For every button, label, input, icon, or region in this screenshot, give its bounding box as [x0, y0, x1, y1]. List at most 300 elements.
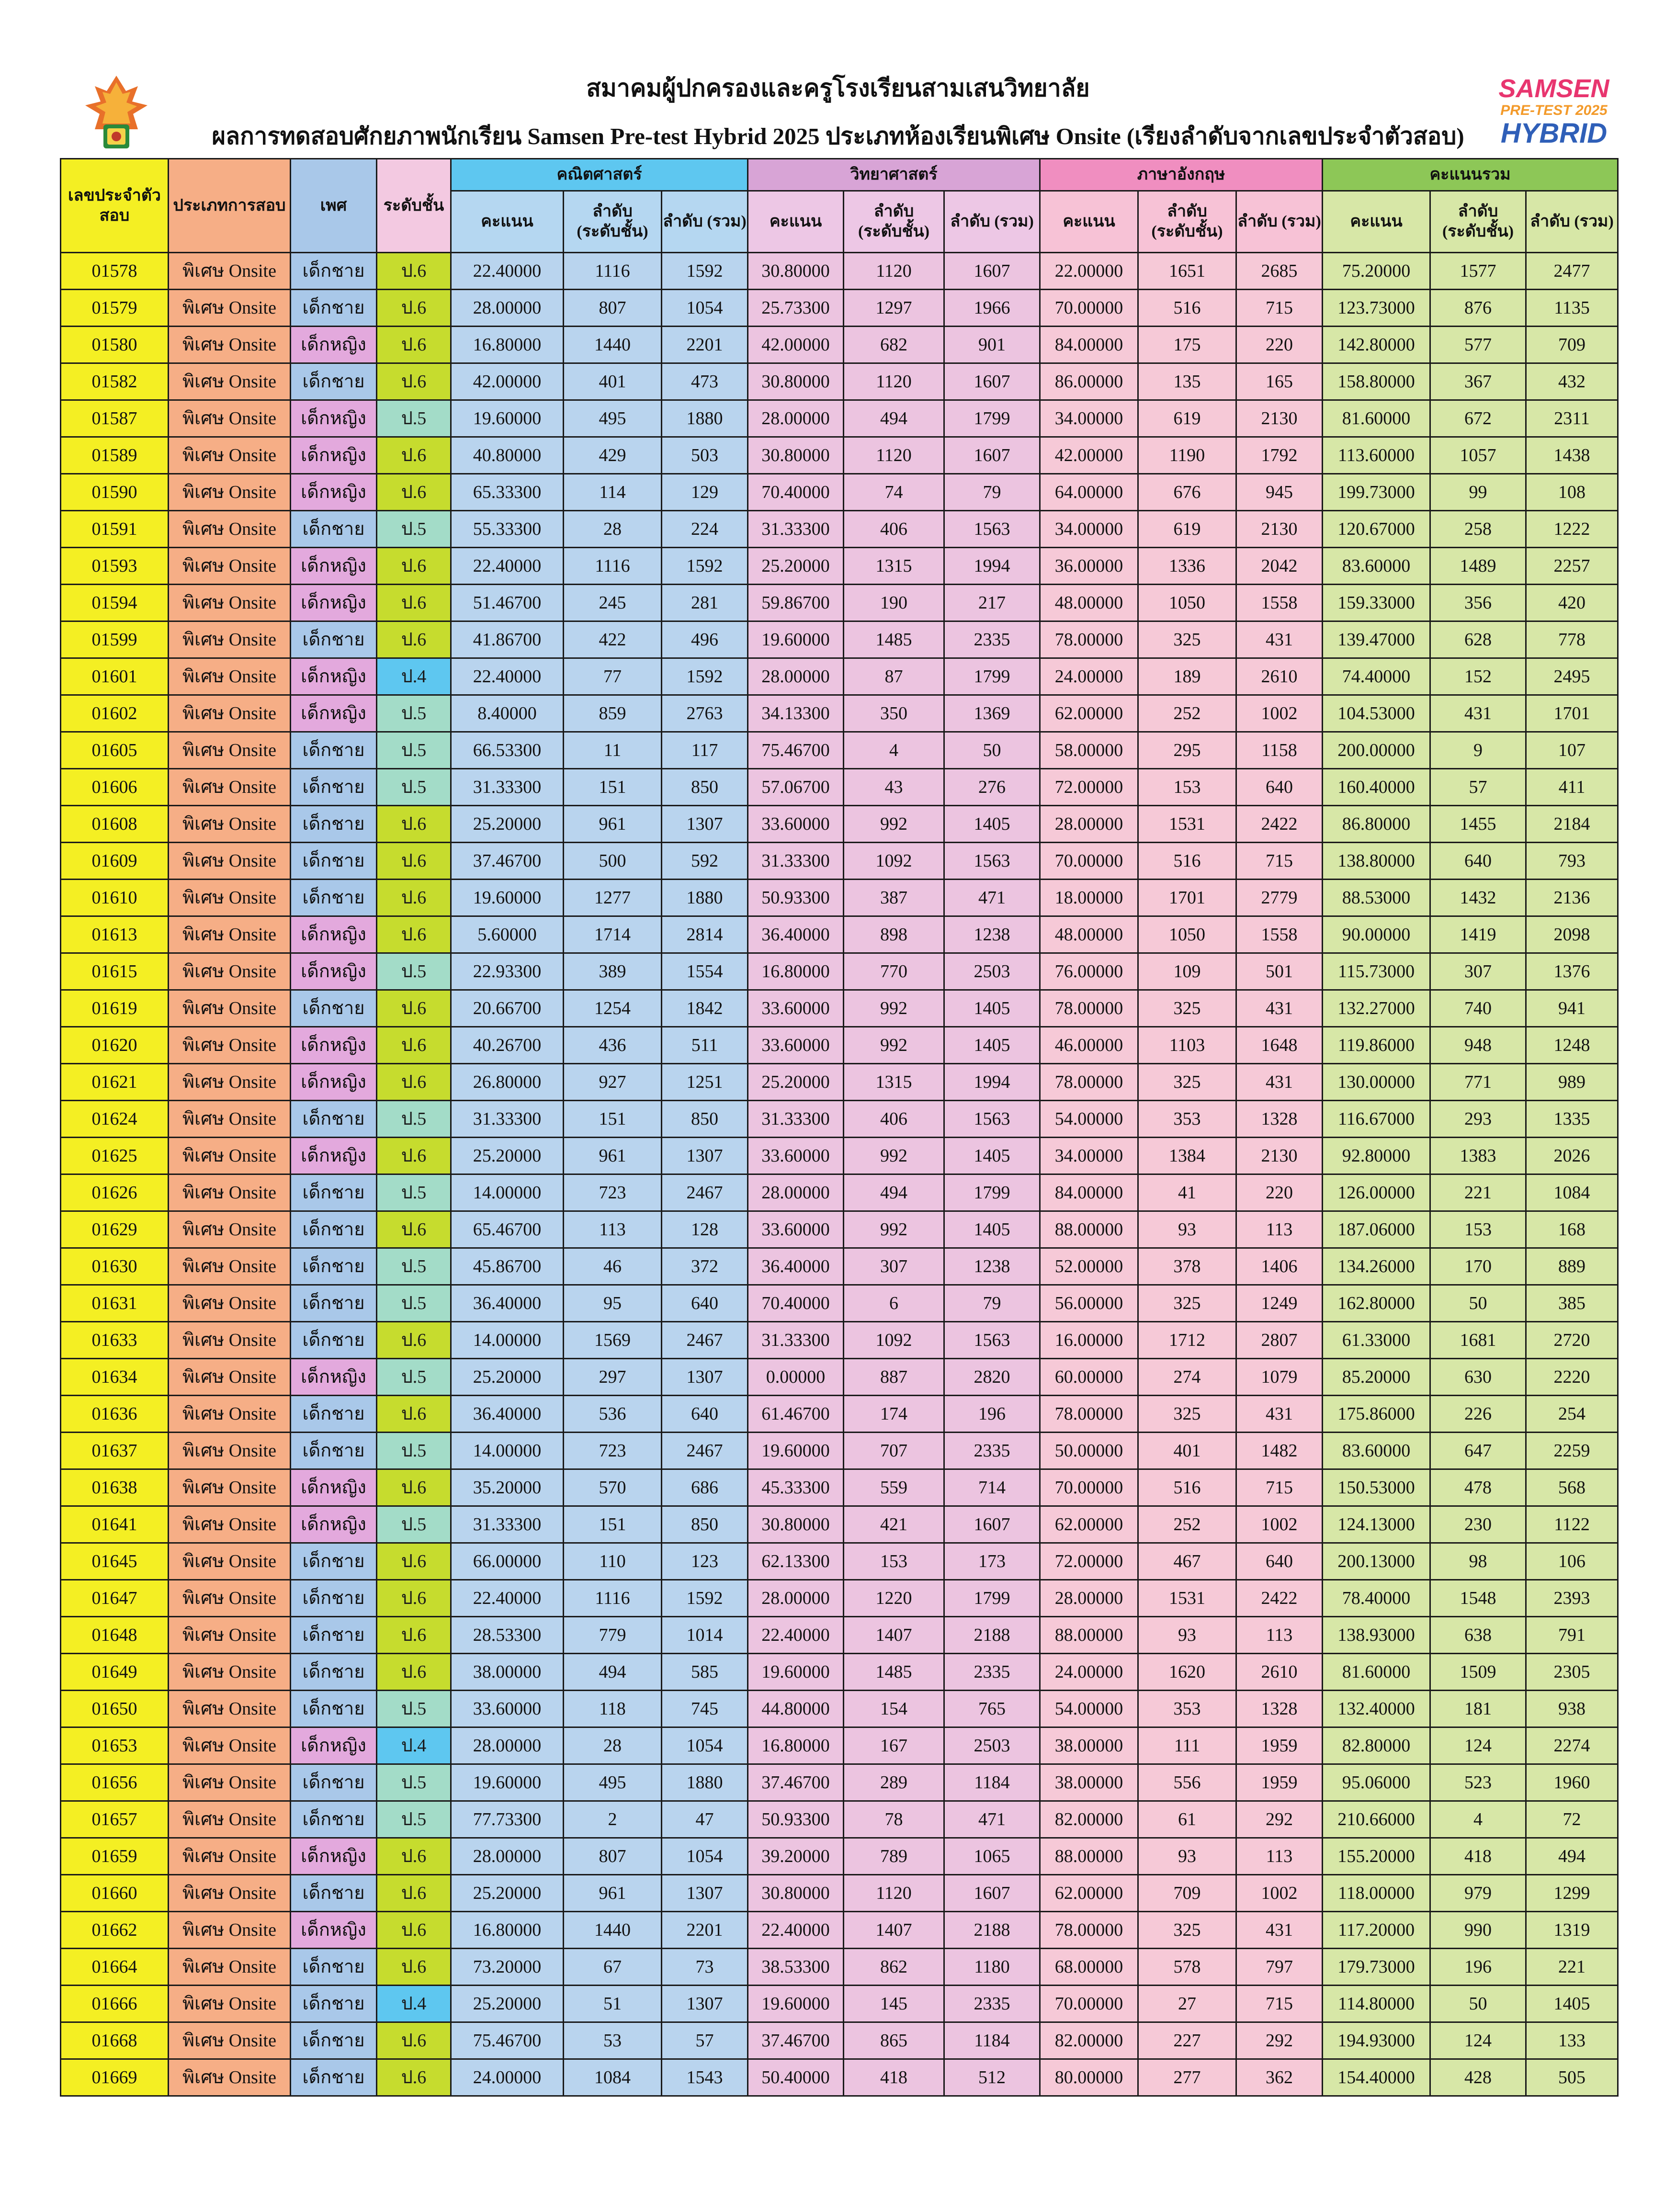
header-english: ภาษาอังกฤษ: [1040, 159, 1323, 191]
cell-exam-id: 01668: [61, 2022, 169, 2059]
cell-math-rank-grade: 151: [564, 769, 662, 806]
cell-english-score: 70.00000: [1040, 1469, 1138, 1506]
cell-math-rank-grade: 1254: [564, 990, 662, 1027]
cell-science-rank-grade: 145: [844, 1986, 944, 2022]
cell-math-score: 25.20000: [451, 1986, 564, 2022]
cell-english-score: 72.00000: [1040, 769, 1138, 806]
cell-math-score: 26.80000: [451, 1064, 564, 1101]
cell-exam-id: 01634: [61, 1359, 169, 1396]
cell-english-rank-grade: 1103: [1138, 1027, 1236, 1064]
cell-exam-type: พิเศษ Onsite: [169, 363, 291, 400]
cell-total-rank-all: 2274: [1526, 1727, 1618, 1764]
cell-english-rank-grade: 467: [1138, 1543, 1236, 1580]
cell-english-score: 22.00000: [1040, 253, 1138, 290]
cell-science-score: 22.40000: [748, 1617, 844, 1654]
cell-english-rank-grade: 353: [1138, 1691, 1236, 1727]
cell-exam-type: พิเศษ Onsite: [169, 769, 291, 806]
cell-total-rank-grade: 356: [1430, 585, 1526, 621]
cell-exam-id: 01633: [61, 1322, 169, 1359]
cell-gender: เด็กชาย: [291, 621, 377, 658]
cell-total-score: 78.40000: [1323, 1580, 1430, 1617]
table-row: [61, 1101, 1618, 1138]
header-exam-type: ประเภทการสอบ: [169, 159, 291, 253]
cell-science-rank-grade: 418: [844, 2059, 944, 2096]
cell-math-rank-grade: 151: [564, 1101, 662, 1138]
cell-math-rank-grade: 245: [564, 585, 662, 621]
cell-total-rank-grade: 152: [1430, 658, 1526, 695]
cell-science-rank-all: 217: [944, 585, 1040, 621]
cell-gender: เด็กหญิง: [291, 1727, 377, 1764]
cell-total-rank-grade: 50: [1430, 1285, 1526, 1322]
cell-math-rank-grade: 2: [564, 1801, 662, 1838]
cell-total-score: 179.73000: [1323, 1949, 1430, 1986]
cell-math-rank-grade: 67: [564, 1949, 662, 1986]
cell-science-rank-all: 714: [944, 1469, 1040, 1506]
cell-english-rank-grade: 325: [1138, 1912, 1236, 1949]
cell-total-rank-grade: 431: [1430, 695, 1526, 732]
cell-exam-type: พิเศษ Onsite: [169, 1469, 291, 1506]
cell-science-rank-all: 2188: [944, 1912, 1040, 1949]
cell-total-rank-all: 1319: [1526, 1912, 1618, 1949]
cell-english-rank-all: 715: [1236, 1986, 1323, 2022]
cell-english-score: 42.00000: [1040, 437, 1138, 474]
cell-math-rank-all: 850: [662, 1506, 748, 1543]
cell-total-rank-all: 2026: [1526, 1138, 1618, 1174]
cell-total-rank-grade: 740: [1430, 990, 1526, 1027]
cell-math-rank-grade: 1084: [564, 2059, 662, 2096]
cell-science-rank-grade: 387: [844, 880, 944, 916]
cell-english-rank-all: 113: [1236, 1617, 1323, 1654]
cell-english-score: 24.00000: [1040, 658, 1138, 695]
cell-exam-type: พิเศษ Onsite: [169, 327, 291, 363]
cell-english-rank-grade: 41: [1138, 1174, 1236, 1211]
cell-math-score: 25.20000: [451, 1138, 564, 1174]
cell-exam-id: 01615: [61, 953, 169, 990]
table-row: [61, 437, 1618, 474]
cell-total-score: 82.80000: [1323, 1727, 1430, 1764]
cell-total-rank-grade: 307: [1430, 953, 1526, 990]
cell-math-rank-all: 117: [662, 732, 748, 769]
cell-math-rank-grade: 113: [564, 1211, 662, 1248]
cell-exam-id: 01662: [61, 1912, 169, 1949]
cell-math-score: 73.20000: [451, 1949, 564, 1986]
cell-science-rank-grade: 1407: [844, 1912, 944, 1949]
cell-total-score: 155.20000: [1323, 1838, 1430, 1875]
cell-total-score: 142.80000: [1323, 327, 1430, 363]
cell-science-rank-grade: 992: [844, 1211, 944, 1248]
cell-exam-type: พิเศษ Onsite: [169, 253, 291, 290]
cell-english-rank-all: 640: [1236, 769, 1323, 806]
cell-english-rank-all: 1158: [1236, 732, 1323, 769]
cell-english-score: 60.00000: [1040, 1359, 1138, 1396]
cell-math-score: 40.26700: [451, 1027, 564, 1064]
cell-english-rank-grade: 1050: [1138, 916, 1236, 953]
cell-total-rank-all: 108: [1526, 474, 1618, 511]
cell-total-rank-all: 1299: [1526, 1875, 1618, 1912]
cell-english-rank-grade: 401: [1138, 1433, 1236, 1469]
cell-total-score: 159.33000: [1323, 585, 1430, 621]
cell-science-rank-all: 1184: [944, 2022, 1040, 2059]
cell-grade: ป.5: [377, 1248, 451, 1285]
cell-math-rank-all: 585: [662, 1654, 748, 1691]
cell-total-rank-all: 889: [1526, 1248, 1618, 1285]
cell-total-rank-all: 791: [1526, 1617, 1618, 1654]
cell-math-score: 19.60000: [451, 400, 564, 437]
table-row: [61, 1174, 1618, 1211]
cell-exam-type: พิเศษ Onsite: [169, 437, 291, 474]
cell-english-rank-all: 431: [1236, 621, 1323, 658]
cell-english-score: 38.00000: [1040, 1727, 1138, 1764]
cell-total-score: 132.40000: [1323, 1691, 1430, 1727]
cell-exam-id: 01647: [61, 1580, 169, 1617]
cell-math-rank-all: 129: [662, 474, 748, 511]
cell-total-rank-grade: 98: [1430, 1543, 1526, 1580]
cell-science-rank-grade: 153: [844, 1543, 944, 1580]
cell-math-rank-grade: 114: [564, 474, 662, 511]
header-total-rank-all: ลำดับ (รวม): [1526, 191, 1618, 253]
cell-total-score: 81.60000: [1323, 1654, 1430, 1691]
cell-science-score: 33.60000: [748, 806, 844, 843]
cell-science-rank-all: 50: [944, 732, 1040, 769]
header-english-rank-all: ลำดับ (รวม): [1236, 191, 1323, 253]
table-row: [61, 548, 1618, 585]
cell-total-rank-grade: 1455: [1430, 806, 1526, 843]
results-table-body: [61, 253, 1618, 2096]
cell-science-score: 30.80000: [748, 437, 844, 474]
table-row: [61, 585, 1618, 621]
cell-total-rank-all: 938: [1526, 1691, 1618, 1727]
cell-english-score: 82.00000: [1040, 1801, 1138, 1838]
cell-english-rank-all: 1558: [1236, 916, 1323, 953]
table-row: [61, 769, 1618, 806]
table-row: [61, 1138, 1618, 1174]
cell-science-score: 31.33300: [748, 1322, 844, 1359]
cell-total-score: 116.67000: [1323, 1101, 1430, 1138]
cell-gender: เด็กชาย: [291, 1986, 377, 2022]
cell-exam-id: 01650: [61, 1691, 169, 1727]
cell-math-score: 35.20000: [451, 1469, 564, 1506]
cell-total-rank-all: 2720: [1526, 1322, 1618, 1359]
cell-science-score: 50.93300: [748, 880, 844, 916]
cell-science-rank-all: 1607: [944, 437, 1040, 474]
cell-total-rank-grade: 50: [1430, 1986, 1526, 2022]
cell-science-score: 33.60000: [748, 1138, 844, 1174]
cell-math-rank-all: 1307: [662, 806, 748, 843]
cell-grade: ป.6: [377, 327, 451, 363]
cell-math-score: 36.40000: [451, 1396, 564, 1433]
table-row: [61, 806, 1618, 843]
cell-grade: ป.5: [377, 1764, 451, 1801]
cell-grade: ป.6: [377, 1469, 451, 1506]
cell-total-score: 120.67000: [1323, 511, 1430, 548]
cell-math-rank-grade: 1116: [564, 548, 662, 585]
cell-total-rank-grade: 948: [1430, 1027, 1526, 1064]
cell-grade: ป.6: [377, 363, 451, 400]
cell-science-score: 45.33300: [748, 1469, 844, 1506]
cell-grade: ป.6: [377, 253, 451, 290]
cell-total-rank-all: 505: [1526, 2059, 1618, 2096]
cell-english-rank-all: 945: [1236, 474, 1323, 511]
cell-exam-id: 01637: [61, 1433, 169, 1469]
cell-exam-type: พิเศษ Onsite: [169, 1801, 291, 1838]
cell-math-score: 55.33300: [451, 511, 564, 548]
cell-total-score: 104.53000: [1323, 695, 1430, 732]
cell-english-rank-all: 431: [1236, 1064, 1323, 1101]
cell-exam-type: พิเศษ Onsite: [169, 511, 291, 548]
cell-math-rank-grade: 536: [564, 1396, 662, 1433]
cell-science-rank-all: 2503: [944, 953, 1040, 990]
cell-science-score: 19.60000: [748, 1654, 844, 1691]
cell-grade: ป.6: [377, 916, 451, 953]
cell-math-rank-grade: 1714: [564, 916, 662, 953]
cell-math-rank-grade: 77: [564, 658, 662, 695]
cell-total-rank-all: 133: [1526, 2022, 1618, 2059]
cell-english-score: 54.00000: [1040, 1691, 1138, 1727]
cell-total-score: 61.33000: [1323, 1322, 1430, 1359]
cell-science-score: 33.60000: [748, 990, 844, 1027]
cell-total-rank-all: 1438: [1526, 437, 1618, 474]
cell-english-score: 62.00000: [1040, 1875, 1138, 1912]
cell-english-rank-grade: 325: [1138, 621, 1236, 658]
cell-total-rank-all: 793: [1526, 843, 1618, 880]
cell-science-rank-grade: 421: [844, 1506, 944, 1543]
cell-science-rank-all: 512: [944, 2059, 1040, 2096]
cell-grade: ป.4: [377, 658, 451, 695]
page-subtitle: ผลการทดสอบศักยภาพนักเรียน Samsen Pre-test Hybrid 2025 ประเภทห้องเรียนพิเศษ Onsite (เรียงลำดับจากเลขประจำตัวสอบ): [212, 123, 1464, 149]
cell-math-rank-all: 850: [662, 769, 748, 806]
table-row: [61, 1838, 1618, 1875]
cell-math-rank-all: 372: [662, 1248, 748, 1285]
cell-total-score: 115.73000: [1323, 953, 1430, 990]
cell-grade: ป.5: [377, 1801, 451, 1838]
cell-english-score: 54.00000: [1040, 1101, 1138, 1138]
cell-total-score: 200.13000: [1323, 1543, 1430, 1580]
cell-exam-id: 01590: [61, 474, 169, 511]
cell-total-rank-grade: 771: [1430, 1064, 1526, 1101]
table-row: [61, 1949, 1618, 1986]
svg-text:SAMSEN: SAMSEN: [1498, 74, 1609, 103]
cell-science-score: 30.80000: [748, 253, 844, 290]
cell-science-score: 75.46700: [748, 732, 844, 769]
cell-english-rank-all: 715: [1236, 1469, 1323, 1506]
cell-total-score: 126.00000: [1323, 1174, 1430, 1211]
cell-total-rank-grade: 196: [1430, 1949, 1526, 1986]
cell-science-score: 36.40000: [748, 916, 844, 953]
cell-science-rank-all: 1563: [944, 1101, 1040, 1138]
cell-grade: ป.5: [377, 1691, 451, 1727]
cell-science-score: 25.20000: [748, 548, 844, 585]
cell-science-rank-grade: 1120: [844, 437, 944, 474]
cell-science-rank-grade: 78: [844, 1801, 944, 1838]
cell-total-rank-grade: 124: [1430, 1727, 1526, 1764]
cell-exam-id: 01606: [61, 769, 169, 806]
cell-science-score: 25.73300: [748, 290, 844, 327]
cell-english-score: 28.00000: [1040, 806, 1138, 843]
cell-total-rank-all: 2136: [1526, 880, 1618, 916]
cell-english-rank-all: 1079: [1236, 1359, 1323, 1396]
cell-math-rank-all: 57: [662, 2022, 748, 2059]
cell-total-score: 74.40000: [1323, 658, 1430, 695]
table-row: [61, 400, 1618, 437]
cell-exam-id: 01605: [61, 732, 169, 769]
cell-math-rank-grade: 401: [564, 363, 662, 400]
cell-english-rank-grade: 325: [1138, 1285, 1236, 1322]
cell-science-rank-grade: 992: [844, 1138, 944, 1174]
cell-exam-type: พิเศษ Onsite: [169, 1580, 291, 1617]
cell-total-rank-all: 1405: [1526, 1986, 1618, 2022]
cell-math-score: 51.46700: [451, 585, 564, 621]
cell-gender: เด็กหญิง: [291, 695, 377, 732]
cell-english-rank-grade: 61: [1138, 1801, 1236, 1838]
cell-math-rank-grade: 723: [564, 1433, 662, 1469]
cell-grade: ป.6: [377, 880, 451, 916]
cell-math-score: 66.53300: [451, 732, 564, 769]
cell-gender: เด็กชาย: [291, 511, 377, 548]
cell-science-rank-grade: 307: [844, 1248, 944, 1285]
cell-math-rank-all: 2201: [662, 1912, 748, 1949]
cell-math-rank-grade: 28: [564, 511, 662, 548]
cell-english-rank-all: 2779: [1236, 880, 1323, 916]
cell-math-rank-grade: 95: [564, 1285, 662, 1322]
cell-total-rank-grade: 1577: [1430, 253, 1526, 290]
cell-science-rank-grade: 887: [844, 1359, 944, 1396]
table-row: [61, 253, 1618, 290]
cell-english-rank-grade: 93: [1138, 1617, 1236, 1654]
cell-science-rank-all: 1184: [944, 1764, 1040, 1801]
cell-grade: ป.6: [377, 1027, 451, 1064]
cell-gender: เด็กหญิง: [291, 1838, 377, 1875]
cell-exam-type: พิเศษ Onsite: [169, 1285, 291, 1322]
cell-total-rank-grade: 577: [1430, 327, 1526, 363]
cell-exam-id: 01591: [61, 511, 169, 548]
cell-english-rank-grade: 378: [1138, 1248, 1236, 1285]
cell-total-rank-all: 1222: [1526, 511, 1618, 548]
table-row: [61, 1211, 1618, 1248]
cell-english-score: 34.00000: [1040, 400, 1138, 437]
cell-english-rank-grade: 227: [1138, 2022, 1236, 2059]
cell-english-rank-grade: 93: [1138, 1838, 1236, 1875]
cell-science-rank-grade: 74: [844, 474, 944, 511]
cell-math-rank-all: 73: [662, 1949, 748, 1986]
cell-total-score: 138.93000: [1323, 1617, 1430, 1654]
cell-grade: ป.6: [377, 1322, 451, 1359]
cell-total-score: 200.00000: [1323, 732, 1430, 769]
cell-exam-id: 01602: [61, 695, 169, 732]
cell-english-score: 76.00000: [1040, 953, 1138, 990]
cell-math-rank-all: 1307: [662, 1986, 748, 2022]
cell-english-rank-all: 2685: [1236, 253, 1323, 290]
table-row: [61, 1580, 1618, 1617]
cell-total-score: 124.13000: [1323, 1506, 1430, 1543]
header-gender: เพศ: [291, 159, 377, 253]
cell-total-rank-all: 989: [1526, 1064, 1618, 1101]
cell-english-rank-all: 1648: [1236, 1027, 1323, 1064]
cell-math-score: 19.60000: [451, 1764, 564, 1801]
page-title: สมาคมผู้ปกครองและครูโรงเรียนสามเสนวิทยาลัย: [586, 75, 1090, 102]
cell-science-rank-all: 1238: [944, 916, 1040, 953]
cell-math-score: 28.00000: [451, 290, 564, 327]
cell-math-rank-all: 592: [662, 843, 748, 880]
cell-total-rank-grade: 979: [1430, 1875, 1526, 1912]
cell-exam-id: 01629: [61, 1211, 169, 1248]
cell-science-score: 50.93300: [748, 1801, 844, 1838]
cell-exam-id: 01620: [61, 1027, 169, 1064]
cell-science-rank-all: 79: [944, 1285, 1040, 1322]
cell-science-rank-all: 1238: [944, 1248, 1040, 1285]
cell-math-rank-all: 2201: [662, 327, 748, 363]
cell-science-score: 34.13300: [748, 695, 844, 732]
cell-exam-id: 01631: [61, 1285, 169, 1322]
cell-total-rank-grade: 124: [1430, 2022, 1526, 2059]
cell-total-score: 95.06000: [1323, 1764, 1430, 1801]
cell-gender: เด็กชาย: [291, 1433, 377, 1469]
cell-exam-type: พิเศษ Onsite: [169, 474, 291, 511]
cell-science-rank-all: 1405: [944, 806, 1040, 843]
header-math-rank-all: ลำดับ (รวม): [662, 191, 748, 253]
cell-math-score: 31.33300: [451, 1101, 564, 1138]
cell-grade: ป.5: [377, 769, 451, 806]
cell-exam-type: พิเศษ Onsite: [169, 916, 291, 953]
cell-exam-id: 01610: [61, 880, 169, 916]
cell-english-rank-grade: 1712: [1138, 1322, 1236, 1359]
cell-exam-type: พิเศษ Onsite: [169, 695, 291, 732]
header-science-rank-all: ลำดับ (รวม): [944, 191, 1040, 253]
cell-science-rank-all: 1405: [944, 1211, 1040, 1248]
cell-english-rank-grade: 516: [1138, 290, 1236, 327]
cell-math-rank-grade: 494: [564, 1654, 662, 1691]
cell-science-rank-grade: 167: [844, 1727, 944, 1764]
cell-science-score: 30.80000: [748, 1506, 844, 1543]
cell-science-rank-grade: 1220: [844, 1580, 944, 1617]
table-row: [61, 953, 1618, 990]
svg-text:PRE-TEST 2025: PRE-TEST 2025: [1500, 102, 1608, 118]
cell-exam-id: 01609: [61, 843, 169, 880]
cell-exam-type: พิเศษ Onsite: [169, 2022, 291, 2059]
cell-total-rank-all: 254: [1526, 1396, 1618, 1433]
cell-total-score: 199.73000: [1323, 474, 1430, 511]
cell-total-rank-all: 1335: [1526, 1101, 1618, 1138]
cell-science-rank-grade: 862: [844, 1949, 944, 1986]
cell-english-rank-grade: 1701: [1138, 880, 1236, 916]
cell-grade: ป.6: [377, 1875, 451, 1912]
cell-science-rank-all: 1563: [944, 843, 1040, 880]
cell-exam-id: 01625: [61, 1138, 169, 1174]
table-row: [61, 1322, 1618, 1359]
cell-science-score: 28.00000: [748, 1174, 844, 1211]
cell-math-rank-grade: 779: [564, 1617, 662, 1654]
cell-math-score: 65.46700: [451, 1211, 564, 1248]
cell-exam-id: 01636: [61, 1396, 169, 1433]
cell-math-score: 22.40000: [451, 253, 564, 290]
table-row: [61, 1986, 1618, 2022]
cell-total-score: 119.86000: [1323, 1027, 1430, 1064]
cell-science-rank-all: 1799: [944, 1580, 1040, 1617]
cell-science-rank-all: 471: [944, 880, 1040, 916]
cell-gender: เด็กหญิง: [291, 474, 377, 511]
cell-total-rank-all: 2477: [1526, 253, 1618, 290]
cell-total-rank-all: 2311: [1526, 400, 1618, 437]
cell-total-rank-grade: 418: [1430, 1838, 1526, 1875]
cell-science-rank-all: 1799: [944, 1174, 1040, 1211]
cell-english-rank-grade: 111: [1138, 1727, 1236, 1764]
cell-total-score: 75.20000: [1323, 253, 1430, 290]
cell-math-rank-all: 1054: [662, 290, 748, 327]
cell-science-rank-grade: 707: [844, 1433, 944, 1469]
table-row: [61, 1027, 1618, 1064]
cell-total-rank-all: 1701: [1526, 695, 1618, 732]
cell-english-rank-all: 1002: [1236, 1506, 1323, 1543]
cell-math-rank-all: 1054: [662, 1838, 748, 1875]
